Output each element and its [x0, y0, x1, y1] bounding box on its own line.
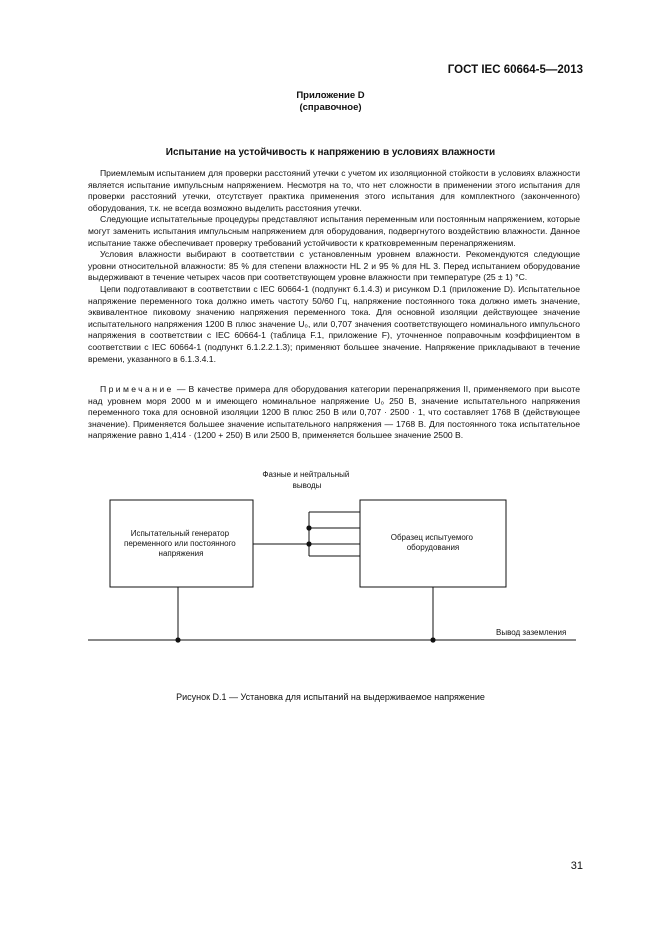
junction-dot [430, 637, 435, 642]
junction-dot [306, 525, 311, 530]
paragraph: Приемлемым испытанием для проверки расстояний утечки с учетом их изоляционной стойкости в условиях влажности является испытание импульсным напряжением. Несмотря на то, что нет сложности в применении этого испытания для проверки расстояний утечки, отсутствует практика применения этого испытания для комплектного (законченного) оборудования, т.к. не всегда возможно выделить расстояния утечки. [88, 168, 580, 213]
paragraph: Условия влажности выбирают в соответствии с установленным уровнем влажности. Рекомендуются следующие уровни относительной влажности: 85 % для степени влажности HL 2 и 95 % для HL 3. Перед испытанием оборудование выдерживают в течение четырех часов при соответствующем уровне влажности при температуре (25 ± 1) °С. [88, 249, 580, 283]
note-label: Примечание [100, 384, 174, 394]
paragraph: Цепи подготавливают в соответствии с IEC 60664-1 (подпункт 6.1.4.3) и рисунком D.1 (приложение D). Испытательное напряжение переменного тока должно иметь частоту 50/60 Гц, напряжение постоянного тока должно иметь значение, эквивалентное пиковому значению напряжения переменного тока. Для основной изоляции действующее значение испытательного напряжения 1200 В плюс значение U₀, или 0,707 значения соответствующего номинального импульсного напряжения в соответствии с IEC 60664-1 (таблица F.1, приложение F), уточненное поправочным коэффициентом в соответствии с IEC 60664-1 (подпункт 6.1.2.2.1.3); применяют большее значение. Напряжение прикладывают в течение времени, указанного в 6.1.3.4.1. [88, 283, 580, 364]
body-text [88, 168, 580, 365]
junction-dot [175, 637, 180, 642]
ground-label: Вывод заземления [496, 628, 567, 637]
terminals-label-line: Фазные и нейтральный [262, 470, 350, 479]
terminals-label-line: выводы [292, 481, 322, 490]
sample-label [391, 533, 475, 552]
note-text: — В качестве примера для оборудования категории перенапряжения II, применяемого при высоте над уровнем моря 2000 м и имеющего номинальное напряжение U₀ 250 В, значение испытательного напряжения переменного тока для основной изоляции 1200 В плюс 250 В или 0,707 · 2500 · 1, что составляет 1768 В (действующее значение). Применяется большее значение испытательного напряжения — 1768 В. Для постоянного тока испытательное напряжение равно 1,414 · (1200 + 250) В или 2500 В, применяется большее значение 2500 В. [88, 384, 580, 441]
page-number: 31 [570, 860, 583, 872]
terminals-label [262, 470, 351, 490]
paragraph: Следующие испытательные процедуры представляют испытания переменным или постоянным напряжением, которые могут заменить испытания импульсным напряжением для оборудования, подвергнутого воздействию влажности. Данное испытание также обеспечивает проверку требований устойчивости к кратковременным перенапряжениям. [88, 214, 580, 248]
note-block [88, 384, 580, 442]
standard-code: ГОСТ IEC 60664-5—2013 [447, 64, 583, 76]
generator-label-line: переменного или постоянного [123, 539, 236, 548]
annex-name: Приложение D [296, 90, 365, 101]
note-paragraph [88, 384, 580, 442]
figure-caption: Рисунок D.1 — Установка для испытаний на выдерживаемое напряжение [176, 692, 485, 702]
generator-label-line: напряжения [158, 549, 204, 558]
sample-label-line: оборудования [406, 543, 460, 552]
annex-type: (справочное) [299, 102, 362, 113]
generator-label-line: Испытательный генератор [130, 529, 230, 538]
section-title: Испытание на устойчивость к напряжению в условиях влажности [165, 147, 496, 158]
annex-heading [0, 90, 661, 114]
generator-label [124, 529, 238, 558]
sample-label-line: Образец испытуемого [390, 533, 474, 542]
junction-dot [306, 541, 311, 546]
test-setup-diagram [0, 462, 661, 662]
